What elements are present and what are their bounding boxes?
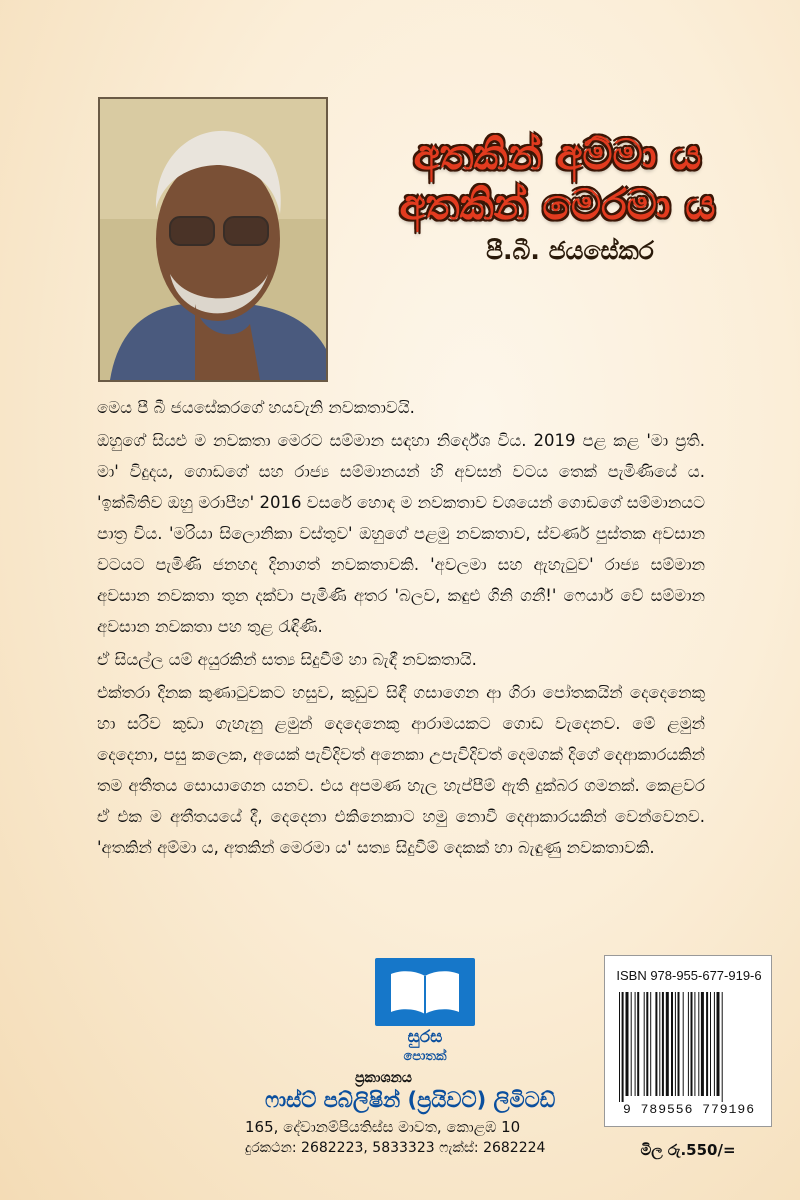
title-line-2: අතකින් මෙරමා ය <box>399 180 716 229</box>
book-title <box>385 130 730 230</box>
price: මිල රු.550/= <box>640 1141 736 1159</box>
publisher-logo <box>375 958 475 1068</box>
logo-line-1: සුරස <box>407 1027 443 1047</box>
blurb-paragraph: ඒ සියල්ල යම් අයුරකින් සත්‍ය සිදුවීම් හා බැඳී නවකතායි. <box>97 650 477 669</box>
blurb-paragraph: ඔහුගේ සියළු ම නවකතා මෙරට සම්මාන සඳහා නිර්දේශ විය. 2019 පළ කළ 'මා ප්‍රති. මා' විදුදය, ගොඩගේ සහ රාජ්‍ය සම්මානයන් හි අවසන් වටය තෙක් පැමිණියේ ය. 'ඉක්බිතිව ඔහු මරාපීහ' 2016 වසරේ හොඳ ම නවකතාව වශයෙන් ගොඩගේ සම්මානයට පාත්‍ර විය. 'මරියා සිලොනිකා වස්තුව' ඔහුගේ පළමු නවකතාව, ස්වර්ණ පුස්තක අවසාන වටයට පැමිණි ජනහද දිනාගත් නවකතාවකි. 'අවලමා සහ ඇහැටුව' රාජ්‍ය සම්මාන අවසාන නවකතා තුන දක්වා පැමිණි අතර 'බලව, කඳුළු ගිනි ගනී!' ෆෙයාර් වේ සම්මාන අවසාන නවකතා පහ තුළ රැඳිණි. <box>97 431 705 636</box>
title-line-1: අතකින් අම්මා ය <box>413 130 702 179</box>
barcode-digits: 9 789556 779196 <box>622 1102 756 1117</box>
publisher-name: ෆාස්ට් පබ්ලිෂින් (ප්‍රයිවට්) ලිමිටඩ් <box>265 1088 556 1112</box>
book-icon <box>375 958 475 1026</box>
logo-text <box>375 1028 475 1066</box>
blurb <box>97 392 705 865</box>
blurb-paragraph: මෙය පී බී ජයසේකරගේ හයවැනි නවකතාවයි. <box>97 398 415 417</box>
isbn-block <box>604 955 772 1127</box>
isbn-label: ISBN 978-955-677-919-6 <box>616 968 762 983</box>
publisher-phone: දුරකථන: 2682223, 5833323 ෆැක්ස්: 2682224 <box>245 1140 546 1156</box>
author-photo <box>98 97 328 382</box>
publisher-label: ප්‍රකාශනය <box>355 1070 412 1086</box>
publisher-address: 165, දේවානම්පියතිස්ස මාවත, කොළඹ 10 <box>245 1118 521 1136</box>
author-name: පී.බී. ජයසේකර <box>486 236 654 265</box>
blurb-paragraph: එක්තරා දිනක කුණාටුවකට හසුව, කුඩුව සිඳී ගසාගෙන ආ ගිරා පෝතකයින් දෙදෙනෙකු හා සරිව කුඩා ගැහැනු ළමුන් දෙදෙනෙකු ආරාමයකට ගොඩ වැදෙනව. මේ ළමුන් දෙදෙනා, පසු කලෙක, අයෙක් පැවිදිවත් අනෙකා උපැවිදිවත් දෙමගක් දිගේ දෙආකාරයකින් තම අතීතය සොයාගෙන යනව. එය අපමණ හැල හැප්පීම් ඇති දුක්බර ගමනක්. කෙළවර ඒ එක ම අතීතයයේ දී, දෙදෙනා එකිනෙකාට හමු නොවී දෙආකාරයකින් වෙන්වෙනව. 'අතකින් අම්මා ය, අතකින් මෙරමා ය' සත්‍ය සිදුවීම් දෙකක් හා බැඳුණු නවකතාවකි. <box>97 683 705 857</box>
logo-line-2: පොතක් <box>403 1049 447 1064</box>
barcode <box>617 992 759 1102</box>
